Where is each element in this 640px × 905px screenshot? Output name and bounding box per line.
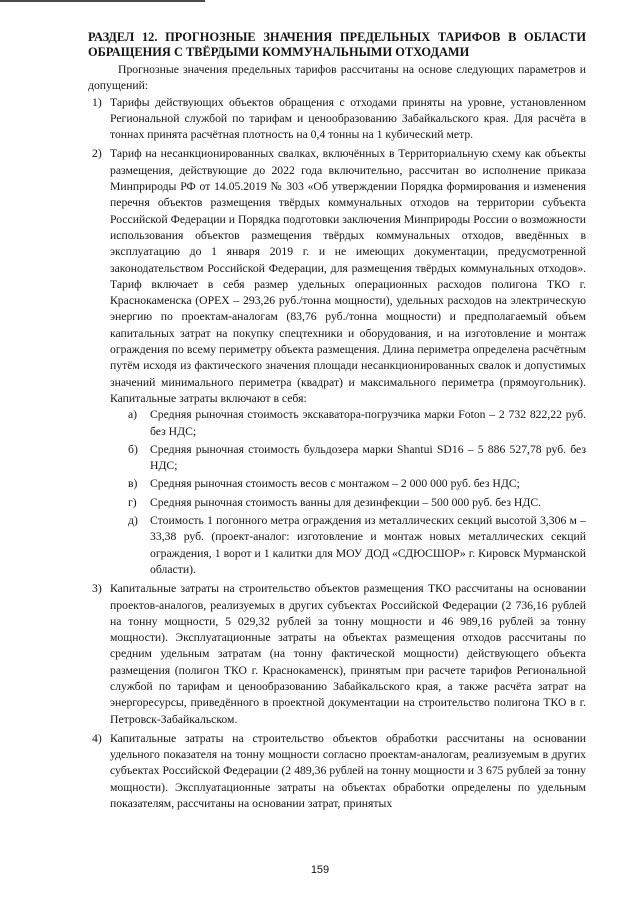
page-number: 159	[310, 864, 330, 876]
sub-list-text: Средняя рыночная стоимость ванны для дезинфекции – 500 000 руб. без НДС.	[150, 495, 542, 509]
capital-costs-list	[110, 407, 586, 578]
sub-list-text: Средняя рыночная стоимость весов с монтажом – 2 000 000 руб. без НДС;	[150, 477, 520, 491]
section-heading: РАЗДЕЛ 12. ПРОГНОЗНЫЕ ЗНАЧЕНИЯ ПРЕДЕЛЬНЫХ ТАРИФОВ В ОБЛАСТИ ОБРАЩЕНИЯ С ТВЁРДЫМИ КОММУНАЛЬНЫМИ ОТХОДАМИ	[88, 30, 586, 59]
list-item-number: 1)	[92, 95, 102, 109]
list-item-text: Капитальные затраты на строительство объектов обработки рассчитаны на основании удельного показателя на тонну мощности согласно проектам-аналогам, реализуемым в других субъектах Российской Федерации (2 489,36 рублей на тонну мощности и 3 675 рублей за тонну мощности). Эксплуатационные затраты на объектах обработки определены по удельным показателям, рассчитаны на основании затрат, принятых	[110, 731, 586, 811]
list-item	[88, 95, 586, 144]
sub-list-letter: в)	[128, 477, 138, 491]
sub-list-text: Стоимость 1 погонного метра ограждения из металлических секций высотой 3,306 м – 33,38 руб. (проект-аналог: изготовление и монтаж новых металлических секций ограждения, 1 ворот и 1 калитки для МОУ ДОД «СДЮСШОР» г. Кировск Мурманской области).	[150, 514, 586, 576]
parameters-list	[88, 95, 586, 813]
sub-list-letter: а)	[128, 408, 138, 422]
list-item	[88, 146, 586, 578]
sub-list-letter: б)	[128, 442, 138, 456]
sub-list-text: Средняя рыночная стоимость бульдозера марки Shantui SD16 – 5 886 527,78 руб. без НДС;	[150, 442, 586, 473]
list-item	[88, 731, 586, 812]
sub-list-item	[110, 476, 586, 492]
sub-list-letter: д)	[128, 514, 138, 528]
list-item-number: 2)	[92, 147, 102, 161]
list-item-number: 4)	[92, 731, 102, 745]
list-item-number: 3)	[92, 582, 102, 596]
sub-list-item	[110, 513, 586, 578]
sub-list-item	[110, 407, 586, 440]
sub-list-item	[110, 495, 586, 511]
document-page	[88, 30, 586, 815]
sub-list-letter: г)	[128, 495, 137, 509]
scan-edge-line	[0, 0, 205, 2]
sub-list-item	[110, 442, 586, 475]
list-item-text: Тарифы действующих объектов обращения с отходами приняты на уровне, установленном Региональной службой по тарифам и ценообразованию Забайкальского края. Для расчёта в тоннах принята расчётная плотность на 0,4 тонны на 1 кубический метр.	[110, 95, 586, 142]
list-item-text: Капитальные затраты на строительство объектов размещения ТКО рассчитаны на основании проектов-аналогов, реализуемых в других субъектах Российской Федерации (2 736,16 рублей на тонну мощности, 5 029,32 рублей за тонну мощности и 46 989,16 рублей за тонну мощности). Эксплуатационные затраты на объектах размещения отходов рассчитаны по средним удельным затратам (на тонну фактической мощности) действующего объекта размещения (полигон ТКО г. Краснокаменск), принятым при расчете тарифов Региональной службой по тарифам и ценообразованию Забайкальского края, а также расчёта затрат на энергоресурсы, приведённого в проектной документации на строительство полигона ТКО в г. Петровск-Забайкальском.	[110, 582, 586, 726]
intro-paragraph: Прогнозные значения предельных тарифов рассчитаны на основе следующих параметров и допущений:	[88, 63, 586, 93]
list-item	[88, 581, 586, 728]
sub-list-text: Средняя рыночная стоимость экскаватора-погрузчика марки Foton – 2 732 822,22 руб. без НДС;	[150, 408, 586, 438]
list-item-text: Тариф на несанкционированных свалках, включённых в Территориальную схему как объекты размещения, действующие до 2022 года включительно, рассчитан во исполнение приказа Минприроды РФ от 14.05.2019 № 303 «Об утверждении Порядка формирования и изменения перечня объектов размещения твёрдых коммунальных отходов на территории субъекта Российской Федерации и Порядка подготовки заключения Минприроды России о возможности использования объектов размещения твёрдых коммунальных отходов, введённых в эксплуатацию до 1 января 2019 г. и не имеющих документации, предусмотренной законодательством Российской Федерации, для размещения твёрдых коммунальных отходов». Тариф включает в себя размер удельных операционных расходов полигона ТКО г. Краснокаменска (OPEX – 293,26 руб./тонна мощности), удельных расходов на электрическую энергию по проектам-аналогам (83,76 руб./тонна мощности) и предполагаемый объем капитальных затрат на покупку спецтехники и оборудования, и на изготовление и монтаж ограждения по всему периметру объекта размещения. Длина периметра определена расчётным путём исходя из фактического значения площади несанкционированных свалок и допустимых значений минимального периметра (квадрат) и максимального периметра (прямоугольник). Капитальные затраты включают в себя:	[110, 147, 586, 405]
